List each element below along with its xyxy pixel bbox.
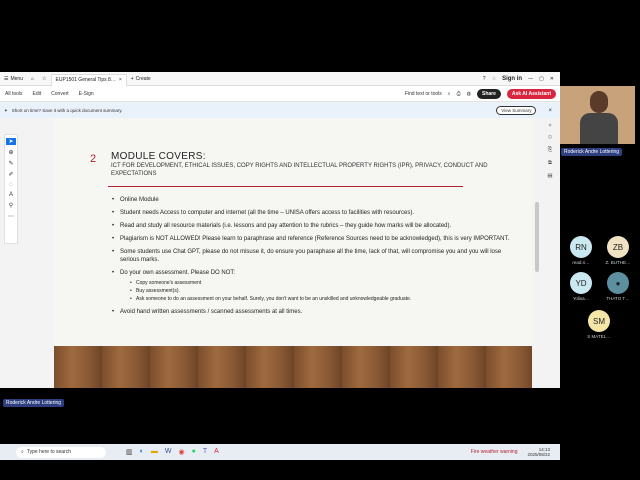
avatar: YD (570, 272, 592, 294)
pdf-page (54, 118, 532, 388)
zoom-icon[interactable]: ⊕ (8, 150, 14, 156)
plus-icon: + (130, 75, 134, 82)
wood-floor-image (54, 346, 532, 388)
chrome-icon[interactable]: ◉ (178, 449, 185, 456)
presenter-name-label: Roderick Andre Lottering (3, 399, 64, 407)
sub-bullet-list (120, 279, 512, 303)
title-divider (108, 186, 463, 187)
sign-in-button[interactable]: Sign in (502, 75, 523, 82)
list-item: • Some students use Chat GPT, please do not misuse it, do ensure you paraphase all the time, lack of that, will compromise you and you will lose serious marks. (112, 248, 512, 264)
close-icon[interactable]: × (548, 107, 552, 114)
list-item: • Avoid hand written assessments / scanned assessments at all times. (112, 308, 512, 316)
lasso-icon[interactable]: ◌ (9, 182, 13, 188)
stamp-icon[interactable]: ⚲ (8, 203, 14, 209)
menu-item-convert[interactable]: Convert (51, 90, 69, 97)
comment-icon[interactable]: ✧ (547, 123, 553, 129)
system-clock[interactable]: 14:13 2025/08/22 (527, 447, 550, 457)
edge-icon[interactable]: ◐ (139, 448, 144, 455)
acrobat-icon[interactable]: A (214, 448, 219, 455)
list-item: • Read and study all resource materials (i.e. lessons and pay attention to the rubrics – they guide how marks will be allocated). (112, 222, 512, 230)
attachment-icon[interactable]: ⎘ (547, 147, 553, 153)
sub-list-item: • Ask someone to do an assessment on your behalf. Surely, you don't want to be an unskilled and unknowledgeable graduate. (130, 295, 512, 303)
avatar: SM (588, 310, 610, 332)
page-thumbnails-icon[interactable]: ▤ (547, 173, 553, 179)
list-item: • Plagiarism is NOT ALLOWED! Please learn to paraphrase and reference (Reference Sources need to be acknowledged), this is very IMPORTANT. (112, 235, 512, 243)
self-video-tile (560, 86, 635, 144)
page-subtitle: ICT FOR DEVELOPMENT, ETHICAL ISSUES, COPY RIGHTS AND INTELLECTUAL PROPERTY RIGHTS (IPR), PRIVACY, CONDUCT AND EXPECTATIONS (111, 163, 488, 177)
taskbar-search-input[interactable]: ⌕ Type here to search (16, 447, 106, 458)
participant-tile[interactable]: ● THATO T… (600, 272, 636, 301)
participant-tile[interactable]: RN read.ri… (563, 236, 599, 265)
sub-list-item: • Buy assessment(s). (130, 287, 512, 295)
list-item: • Do your own assessment. Please DO NOT: • Copy someone's assessment • Buy assessment(s). • Ask someone to do an assessment on your behalf. Surely, you don't want to be an unskilled and unknowledgeable graduate. (112, 269, 512, 303)
page-title: MODULE COVERS: (111, 151, 206, 162)
teams-icon[interactable]: T (202, 448, 208, 455)
home-icon[interactable]: ⌂ (31, 75, 35, 82)
avatar: RN (570, 236, 592, 258)
bookmark-icon[interactable]: ⌑ (548, 135, 552, 141)
file-explorer-icon[interactable]: ▬ (150, 448, 158, 455)
user-icon: ● (615, 278, 621, 288)
view-summary-button[interactable]: View Summary (496, 106, 536, 115)
pen-icon[interactable]: ✎ (8, 161, 14, 167)
word-icon[interactable]: W (164, 448, 172, 455)
task-view-icon[interactable]: ▥ (126, 449, 133, 456)
sparkle-icon: ✦ (4, 107, 8, 113)
weather-warning[interactable]: Fire weather warning (470, 449, 518, 455)
slide-number: 2 (90, 153, 97, 165)
tab-document[interactable] (51, 74, 127, 86)
right-tool-column (543, 118, 557, 388)
whatsapp-icon[interactable]: ● (191, 448, 196, 455)
tab-bar (0, 72, 560, 86)
minimize-icon[interactable]: — (528, 75, 534, 82)
ai-assistant-button[interactable]: Ask AI Assistant (507, 89, 556, 99)
window-close-icon[interactable]: ✕ (549, 75, 554, 82)
participant-tile[interactable]: YD Yolisa… (563, 272, 599, 301)
text-box-icon[interactable]: A (8, 192, 13, 198)
create-tab-button[interactable]: + Create (130, 75, 151, 82)
help-icon[interactable]: ? (482, 75, 486, 82)
vertical-scrollbar[interactable] (535, 202, 539, 272)
avatar: ZB (607, 236, 629, 258)
hamburger-icon: ☰ (4, 75, 9, 82)
person-body (580, 113, 618, 144)
menu-bar (0, 86, 560, 102)
menu-item-edit[interactable]: Edit (32, 90, 42, 97)
more-icon[interactable]: ⋯ (8, 214, 14, 220)
maximize-icon[interactable]: ▢ (539, 75, 544, 82)
close-icon[interactable]: × (118, 77, 122, 83)
windows-taskbar (0, 444, 560, 460)
layers-icon[interactable]: ⧉ (548, 160, 552, 166)
tab-document-label: EUP1501 General Tips 8… (55, 77, 116, 83)
bell-icon[interactable]: ♢ (491, 75, 497, 82)
participant-tile[interactable]: ZB Z. BUTHE… (600, 236, 636, 265)
self-name-label: Roderick Andre Lottering (561, 148, 622, 156)
search-icon[interactable]: ⌕ (447, 90, 451, 97)
star-icon[interactable]: ☆ (42, 75, 47, 82)
person-head (590, 91, 608, 113)
list-item: • Online Module (112, 196, 512, 204)
search-icon: ⌕ (21, 449, 24, 455)
find-tools-input[interactable]: Find text or tools (404, 90, 442, 97)
list-item: • Student needs Access to computer and internet (all the time – UNISA offers access to facilities with resources). (112, 209, 512, 217)
summary-banner (0, 103, 560, 118)
menu-button[interactable]: ☰ Menu (4, 75, 23, 82)
select-cursor-icon[interactable]: ➤ (6, 138, 16, 145)
quick-tools-panel (4, 134, 18, 244)
taskbar-apps (126, 448, 219, 456)
participant-tile[interactable]: SM S MATEL… (581, 310, 617, 339)
banner-text: Short on time? Save it with a quick document summary. (11, 108, 123, 113)
share-button[interactable]: Share (477, 89, 501, 99)
menu-item-esign[interactable]: E-Sign (78, 90, 94, 97)
highlight-icon[interactable]: ✐ (8, 172, 14, 178)
bullet-list (112, 196, 512, 321)
globe-icon[interactable]: ◍ (466, 90, 471, 97)
print-icon[interactable]: ⎙ (456, 90, 461, 97)
sub-list-item: • Copy someone's assessment (130, 279, 512, 287)
menu-item-all-tools[interactable]: All tools (5, 90, 23, 97)
avatar (607, 272, 629, 294)
